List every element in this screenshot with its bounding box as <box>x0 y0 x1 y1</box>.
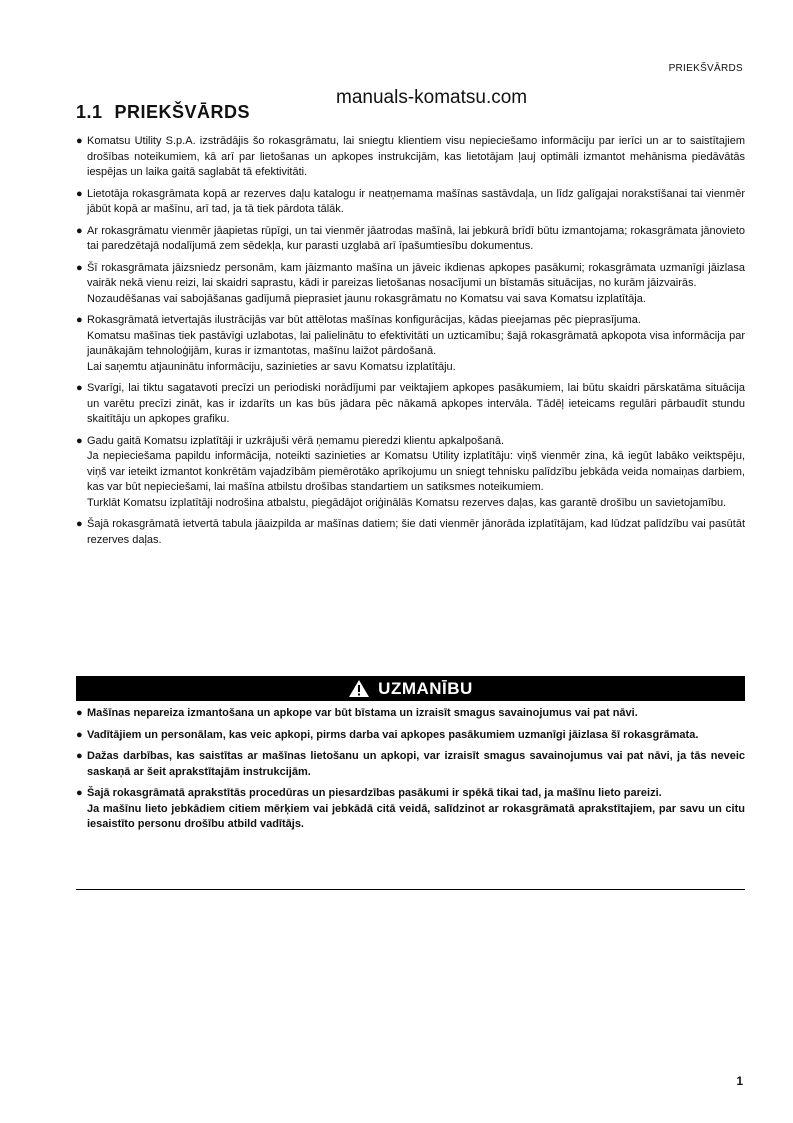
bullet-icon: ● <box>76 707 83 719</box>
page-number: 1 <box>736 1074 743 1088</box>
list-item <box>76 786 745 833</box>
paragraph: Komatsu Utility S.p.A. izstrādājis šo rokasgrāmatu, lai sniegtu klientiem visu nepieciešamo informāciju par ierīci un ar to saistītajiem drošības noteikumiem, kā arī par lietošanas un apkopes instrukcijām, kas lietotājam ļauj optimāli izmantot mehānisma piedāvātās iespējas un laika gaitā saglabāt tā efektivitāti. <box>87 135 745 178</box>
bullet-icon: ● <box>76 728 83 741</box>
list-item <box>76 517 745 548</box>
warning-list <box>76 706 745 839</box>
paragraph: Ar rokasgrāmatu vienmēr jāapietas rūpīgi, un tai vienmēr jāatrodas mašīnā, lai jebkurā brīdī būtu izmantojama; rokasgrāmata jānovieto tai paredzētajā nodalījumā zem sēdekļa, kur parasti uzglabā arī īpašumtiesību dokumentus. <box>87 224 745 252</box>
paragraph: Šī rokasgrāmata jāizsniedz personām, kam jāizmanto mašīna un jāveic ikdienas apkopes pasākumi; rokasgrāmata uzmanīgi jāizlasa vairāk nekā vienu reizi, lai skaidri saprastu, kādi ir pareizas lietošanas nosacījumi un bīstamās situācijas, no kurām jāizvairās. <box>87 261 745 289</box>
paragraph: Ja nepieciešama papildu informācija, noteikti sazinieties ar Komatsu Utility izplatītāju: viņš vienmēr zina, kā iegūt labāko veiktspēju, viņš var ieteikt izmantot konkrētām vajadzībām piemērotāko aprīkojumu un sniegt tehnisku palīdzību jebkāda veida nomaiņas darbiem, kas var būt nepieciešami, lai mašīna atbilstu drošības standartiem un satiksmes noteikumiem. <box>87 450 745 493</box>
paragraph: Vadītājiem un personālam, kas veic apkopi, pirms darba vai apkopes pasākumiem uzmanīgi jāizlasa šī rokasgrāmata. <box>87 728 699 741</box>
bullet-icon: ● <box>76 787 83 799</box>
paragraph: Dažas darbības, kas saistītas ar mašīnas lietošanu un apkopi, var izraisīt smagus savainojumus vai pat nāvi, ja tās neveic saskaņā ar šeit aprakstītajām instrukcijām. <box>87 750 745 778</box>
bullet-icon: ● <box>76 224 83 237</box>
bullet-icon: ● <box>76 750 83 762</box>
section-number: 1.1 <box>76 102 103 122</box>
paragraph: Lietotāja rokasgrāmata kopā ar rezerves daļu katalogu ir neatņemama mašīnas sastāvdaļa, un līdz galīgajai norakstīšanai tai vienmēr jābūt kopā ar mašīnu, arī tad, ja tā tiek pārdota tālāk. <box>87 187 745 215</box>
watermark: manuals-komatsu.com <box>336 87 528 108</box>
list-item <box>76 728 745 744</box>
paragraph: Ja mašīnu lieto jebkādiem citiem mērķiem vai jebkādā citā veidā, salīdzinot ar rokasgrāmatā aprakstītajiem, par savu un citu iesaistīto personu drošību atbild vadītājs. <box>87 802 745 830</box>
warning-triangle-icon <box>348 679 370 698</box>
bullet-icon: ● <box>76 518 83 530</box>
list-item <box>76 134 745 181</box>
paragraph: Turklāt Komatsu izplatītāji nodrošina atbalstu, piegādājot oriģinālās Komatsu rezerves daļas, kas garantē drošību un savietojamību. <box>87 496 727 509</box>
bullet-icon: ● <box>76 314 83 326</box>
paragraph: Šajā rokasgrāmatā ietvertā tabula jāaizpilda ar mašīnas datiem; šie dati vienmēr jānorāda izplatītājam, kad lūdzat palīdzību vai pasūtāt rezerves daļas. <box>87 518 745 546</box>
divider <box>76 889 745 890</box>
bullet-icon: ● <box>76 261 83 274</box>
list-item <box>76 749 745 780</box>
paragraph: Gadu gaitā Komatsu izplatītāji ir uzkrājuši vērā ņemamu pieredzi klientu apkalpošanā. <box>87 434 504 447</box>
list-item <box>76 313 745 375</box>
paragraph: Komatsu mašīnas tiek pastāvīgi uzlabotas, lai palielinātu to efektivitāti un uzticamību; šajā rokasgrāmatā apkopota visa informācija par jaunākajām tehnoloģijām, kuras ir izmantotas, mašīnu laižot pārdošanā. <box>87 329 745 357</box>
running-header: PRIEKŠVĀRDS <box>668 63 743 74</box>
warning-label: UZMANĪBU <box>378 678 473 698</box>
bullet-icon: ● <box>76 434 83 447</box>
list-item <box>76 434 745 512</box>
paragraph: Nozaudēšanas vai sabojāšanas gadījumā pieprasiet jaunu rokasgrāmatu no Komatsu vai sava Komatsu izplatītāja. <box>87 292 646 305</box>
list-item <box>76 187 745 218</box>
bullet-icon: ● <box>76 135 83 147</box>
list-item <box>76 261 745 308</box>
paragraph: Rokasgrāmatā ietvertajās ilustrācijās var būt attēlotas mašīnas konfigurācijas, kādas pieejamas pēc pieprasījuma. <box>87 314 641 326</box>
bullet-icon: ● <box>76 382 83 394</box>
warning-banner <box>76 676 745 701</box>
paragraph: Lai saņemtu atjauninātu informāciju, sazinieties ar savu Komatsu izplatītāju. <box>87 360 456 373</box>
paragraph: Mašīnas nepareiza izmantošana un apkope var būt bīstama un izraisīt smagus savainojumus vai pat nāvi. <box>87 707 638 719</box>
list-item <box>76 381 745 428</box>
list-item <box>76 706 745 722</box>
section-title-text: PRIEKŠVĀRDS <box>114 102 251 122</box>
paragraph: Šajā rokasgrāmatā aprakstītās procedūras un piesardzības pasākumi ir spēkā tikai tad, ja mašīnu lieto pareizi. <box>87 787 662 799</box>
paragraph: Svarīgi, lai tiktu sagatavoti precīzi un periodiski norādījumi par veiktajiem apkopes pasākumiem, lai būtu skaidri pārskatāma situācija un varētu precīzi zināt, kas ir izdarīts un kas būs jādara pēc nākamā apkopes intervāla. Tādēļ ieteicams regulāri pārbaudīt stundu skaitītāju un apkopes grafiku. <box>87 382 745 425</box>
bullet-icon: ● <box>76 187 83 200</box>
list-item <box>76 224 745 255</box>
section-title <box>76 102 250 123</box>
foreword-list <box>76 134 745 554</box>
